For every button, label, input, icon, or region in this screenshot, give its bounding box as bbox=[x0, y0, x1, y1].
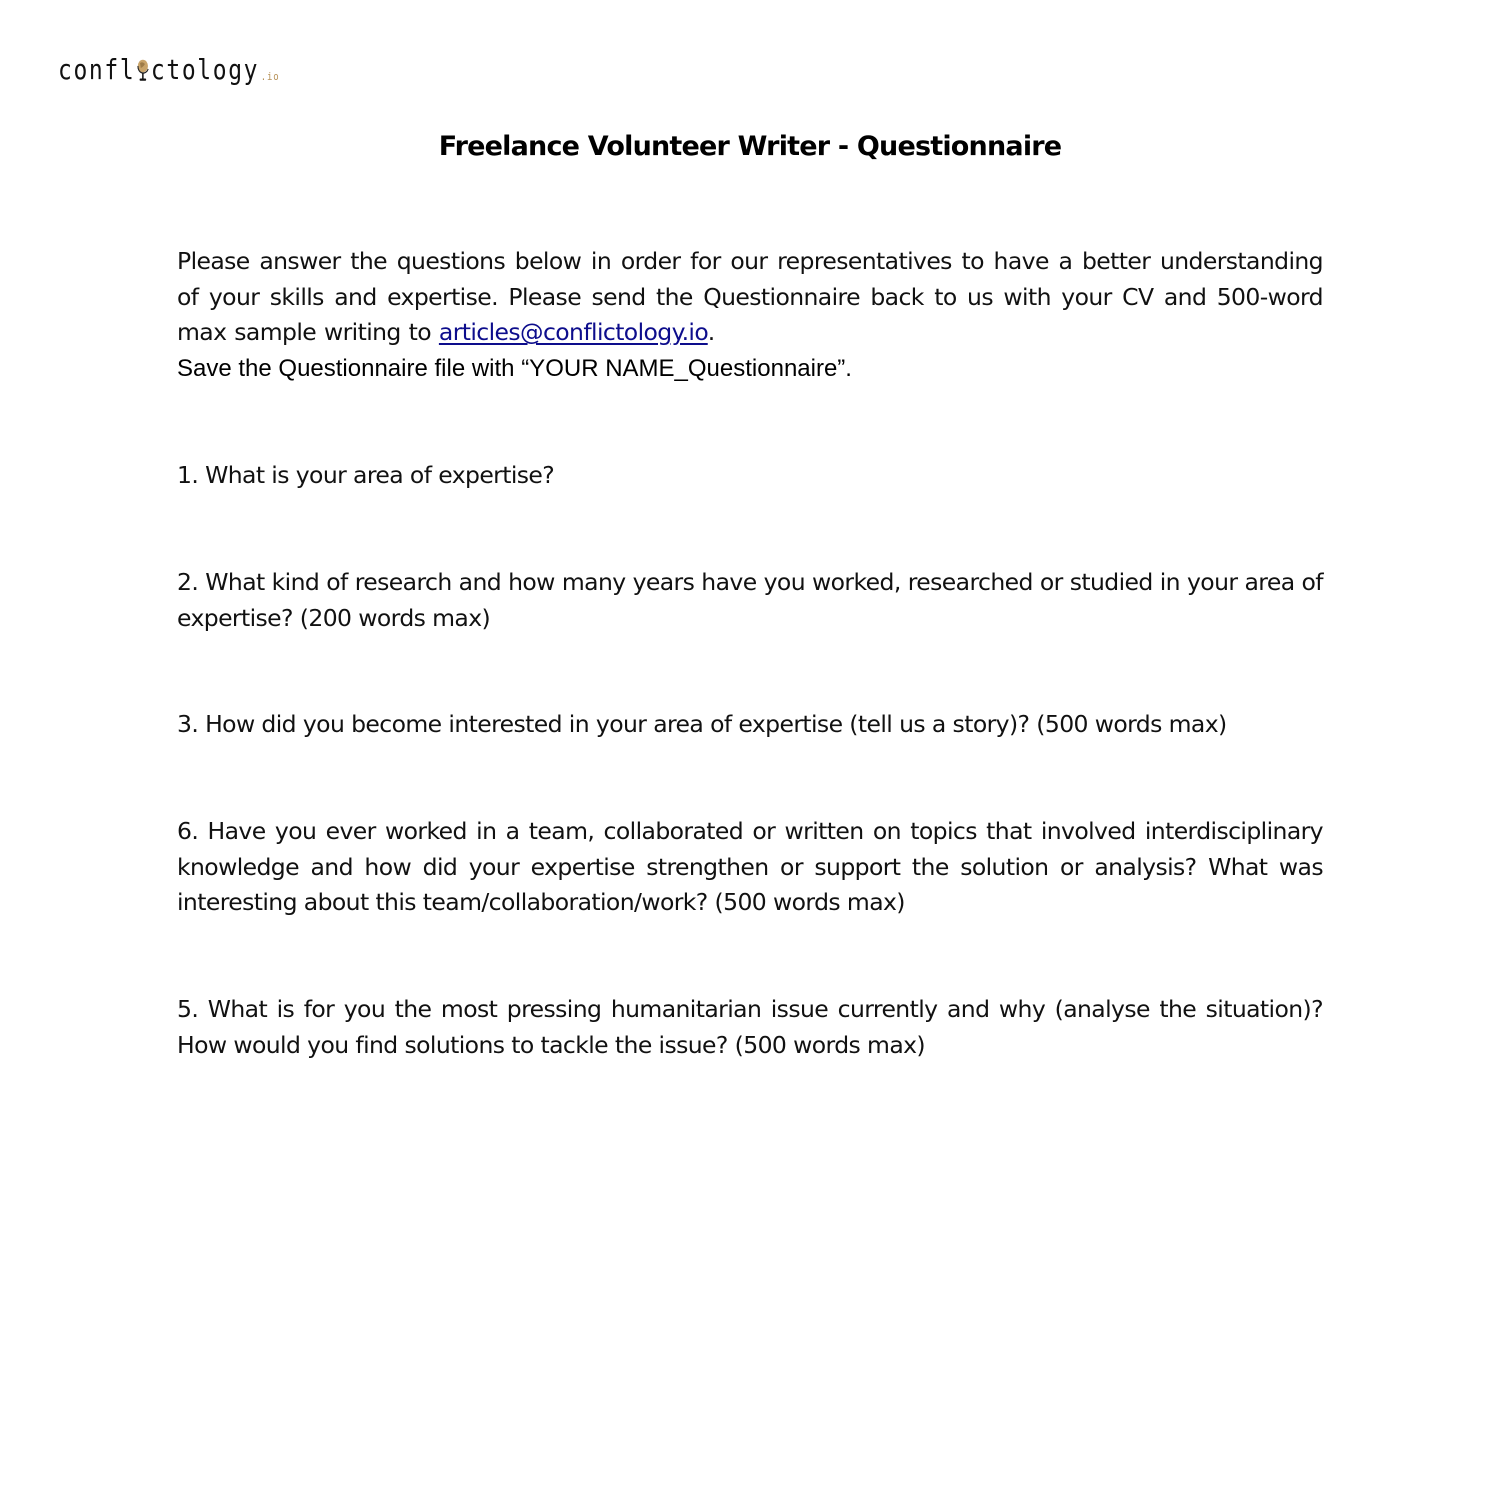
intro-section bbox=[177, 244, 1323, 387]
intro-paragraph bbox=[177, 244, 1323, 351]
conflictology-logo bbox=[58, 50, 280, 86]
save-instruction: Save the Questionnaire file with “YOUR NAME_Questionnaire”. bbox=[177, 355, 852, 383]
logo-text-end: ctology bbox=[150, 53, 260, 86]
question-1: 1. What is your area of expertise? bbox=[177, 461, 555, 489]
document-title: Freelance Volunteer Writer - Questionnaire bbox=[438, 131, 1062, 162]
intro-period: . bbox=[707, 318, 715, 347]
question-6: 6. Have you ever worked in a team, collaborated or written on topics that involved interdisciplinary knowledge and how did your expertise strengthen or support the solution or analysis? What was interesting about this team/collaboration/work? (500 words max) bbox=[177, 817, 1323, 917]
logo-text-start: confl bbox=[58, 53, 136, 86]
intro-text: Please answer the questions below in order for our representatives to have a better understanding of your skills and expertise. Please send the Questionnaire back to us with your CV and 500-word max sample writing to bbox=[177, 247, 1323, 347]
logo-tld: .io bbox=[260, 70, 280, 83]
email-link[interactable]: articles@conflictology.io bbox=[438, 318, 708, 347]
question-2: 2. What kind of research and how many years have you worked, researched or studied in your area of expertise? (200 words max) bbox=[177, 568, 1323, 632]
question-5: 5. What is for you the most pressing humanitarian issue currently and why (analyse the situation)? How would you find solutions to tackle the issue? (500 words max) bbox=[177, 995, 1323, 1059]
question-3: 3. How did you become interested in your area of expertise (tell us a story)? (500 words max) bbox=[177, 710, 1227, 738]
globe-icon bbox=[136, 55, 150, 85]
